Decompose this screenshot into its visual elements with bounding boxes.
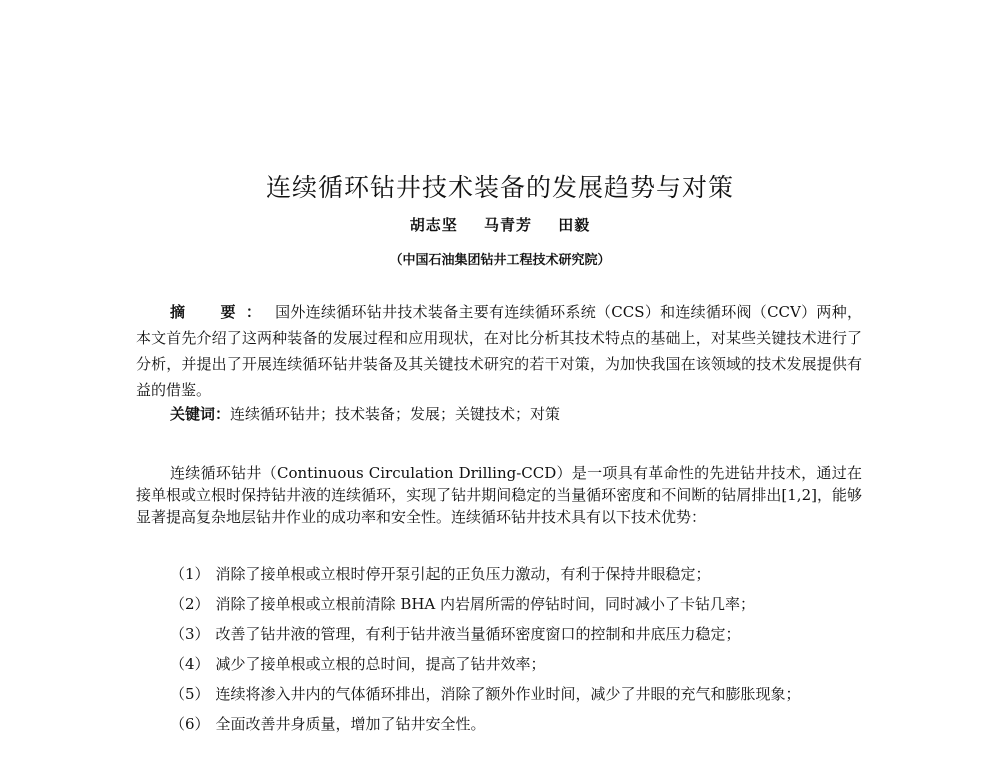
list-item bbox=[136, 593, 862, 615]
list-item-number: （4） bbox=[170, 655, 210, 673]
author-list bbox=[0, 214, 1000, 235]
abstract bbox=[136, 299, 862, 403]
list-item-text: 改善了钻井液的管理，有利于钻井液当量循环密度窗口的控制和井底压力稳定； bbox=[215, 625, 741, 643]
affiliation: （中国石油集团钻井工程技术研究院） bbox=[389, 253, 611, 268]
keywords-text: 连续循环钻井；技术装备；发展；关键技术；对策 bbox=[230, 405, 561, 423]
list-item bbox=[136, 653, 862, 675]
list-item-number: （1） bbox=[170, 565, 210, 583]
list-item-text: 连续将渗入井内的气体循环排出，消除了额外作业时间，减少了井眼的充气和膨胀现象； bbox=[215, 685, 801, 703]
list-item bbox=[136, 683, 862, 705]
author-name: 田毅 bbox=[558, 216, 591, 234]
abstract-label: 摘 要： bbox=[170, 303, 272, 321]
list-item-text: 减少了接单根或立根的总时间，提高了钻井效率； bbox=[215, 655, 546, 673]
keywords bbox=[136, 401, 862, 427]
list-item-number: （2） bbox=[170, 595, 210, 613]
list-item-text: 全面改善井身质量，增加了钻井安全性。 bbox=[215, 715, 486, 733]
list-item-text: 消除了接单根或立根前清除 BHA 内岩屑所需的停钻时间，同时减小了卡钻几率； bbox=[215, 595, 756, 613]
list-item bbox=[136, 623, 862, 645]
list-item bbox=[136, 713, 862, 735]
list-item-number: （5） bbox=[170, 685, 210, 703]
author-name: 胡志坚 bbox=[409, 216, 458, 234]
advantage-list bbox=[136, 563, 862, 743]
list-item-text: 消除了接单根或立根时停开泵引起的正负压力激动，有利于保持井眼稳定； bbox=[215, 565, 711, 583]
paper-title: 连续循环钻井技术装备的发展趋势与对策 bbox=[265, 173, 734, 202]
list-item bbox=[136, 563, 862, 585]
abstract-text: 国外连续循环钻井技术装备主要有连续循环系统（CCS）和连续循环阀（CCV）两种，本文首先介绍了这两种装备的发展过程和应用现状，在对比分析其技术特点的基础上，对某些关键技术进行了分析，并提出了开展连续循环钻井装备及其关键技术研究的若干对策，为加快我国在该领域的技术发展提供有益的借鉴。 bbox=[136, 303, 862, 399]
list-item-number: （6） bbox=[170, 715, 210, 733]
keywords-label: 关键词： bbox=[170, 405, 231, 423]
intro-paragraph: 连续循环钻井（Continuous Circulation Drilling-CCD）是一项具有革命性的先进钻井技术，通过在接单根或立根时保持钻井液的连续循环，实现了钻井期间稳定的当量循环密度和不间断的钻屑排出[1,2]，能够显著提高复杂地层钻井作业的成功率和安全性。连续循环钻井技术具有以下技术优势： bbox=[136, 464, 862, 526]
author-name: 马青芳 bbox=[483, 216, 532, 234]
list-item-number: （3） bbox=[170, 625, 210, 643]
